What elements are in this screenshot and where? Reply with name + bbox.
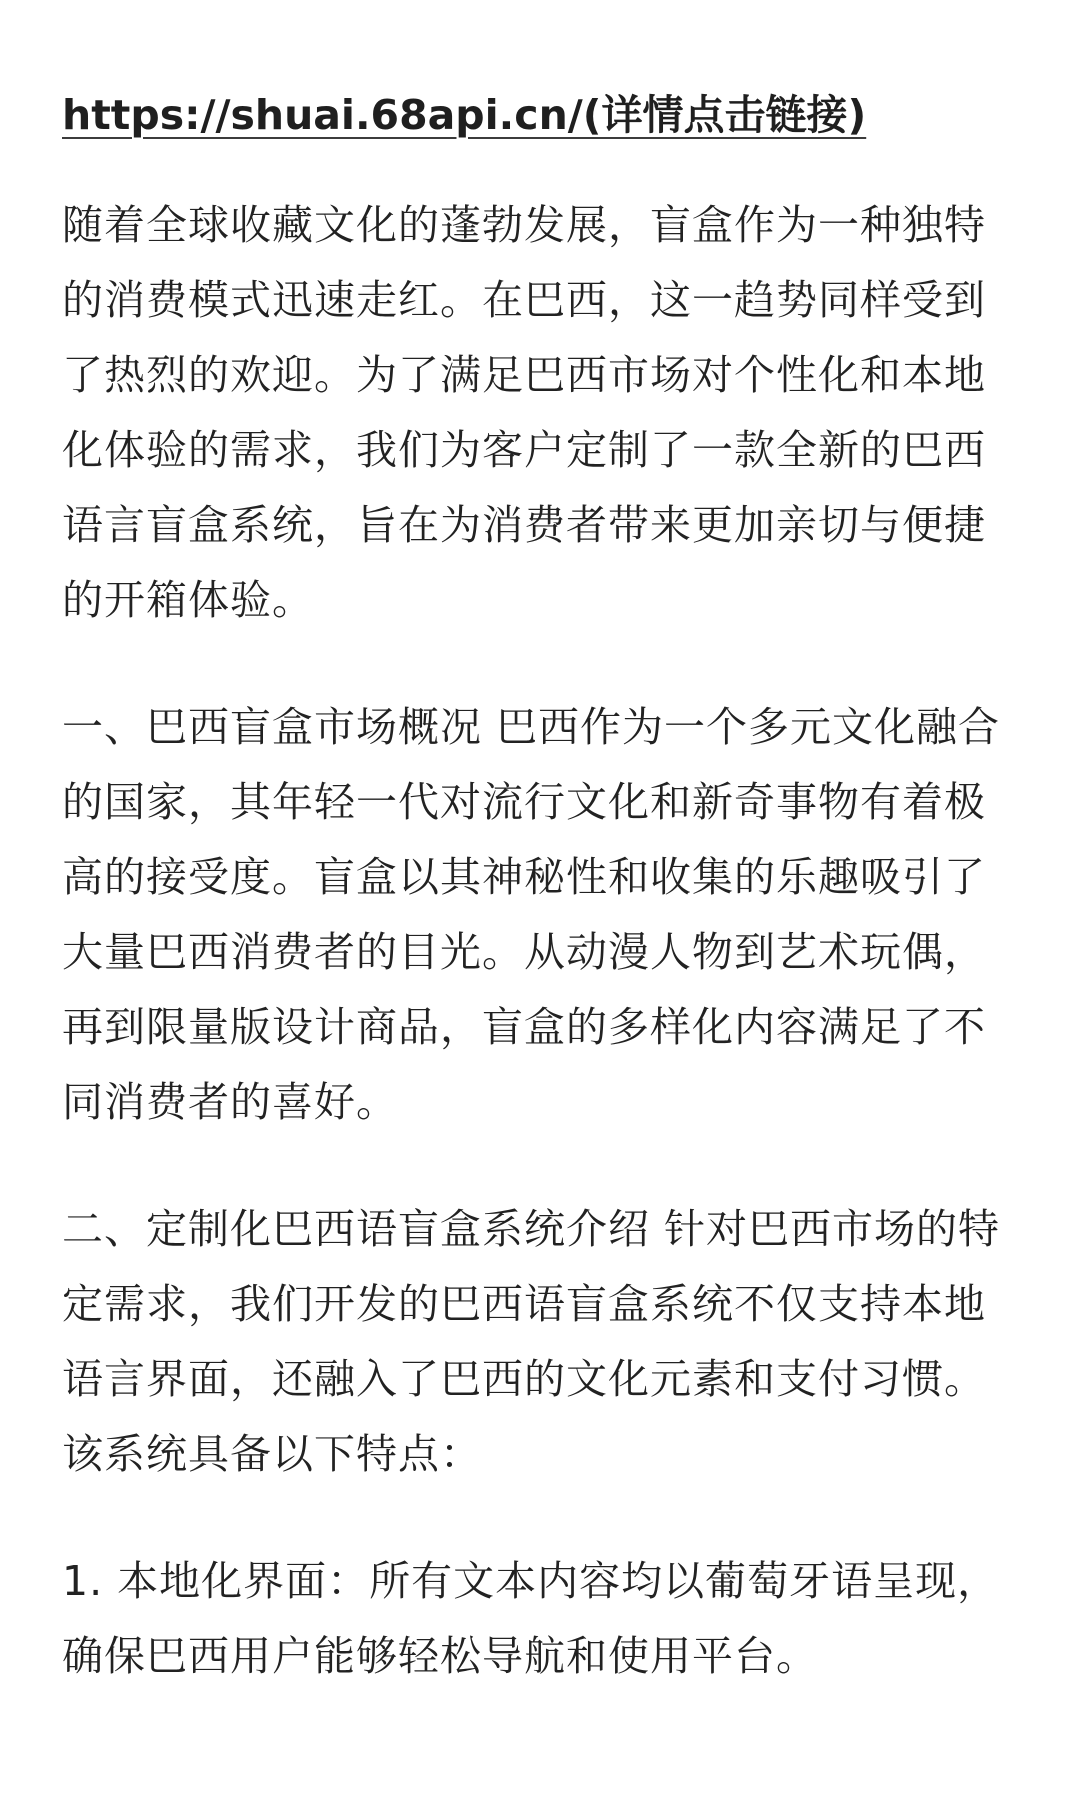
paragraph-system-intro: 二、定制化巴西语盲盒系统介绍 针对巴西市场的特定需求，我们开发的巴西语盲盒系统不仅支持本地语言界面，还融入了巴西的文化元素和支付习惯。该系统具备以下特点：: [62, 1205, 1001, 1478]
paragraph-intro: 随着全球收藏文化的蓬勃发展，盲盒作为一种独特的消费模式迅速走红。在巴西，这一趋势同样受到了热烈的欢迎。为了满足巴西市场对个性化和本地化体验的需求，我们为客户定制了一款全新的巴西语言盲盒系统，旨在为消费者带来更加亲切与便捷的开箱体验。: [62, 201, 986, 624]
paragraph-feature-1: 1. 本地化界面：所有文本内容均以葡萄牙语呈现，确保巴西用户能够轻松导航和使用平台。: [62, 1557, 1000, 1680]
article-body: [62, 86, 1022, 1694]
paragraph-market-overview: 一、巴西盲盒市场概况 巴西作为一个多元文化融合的国家，其年轻一代对流行文化和新奇事物有着极高的接受度。盲盒以其神秘性和收集的乐趣吸引了大量巴西消费者的目光。从动漫人物到艺术玩偶，再到限量版设计商品，盲盒的多样化内容满足了不同消费者的喜好。: [62, 703, 1001, 1126]
details-link[interactable]: https://shuai.68api.cn/(详情点击链接): [62, 91, 867, 139]
